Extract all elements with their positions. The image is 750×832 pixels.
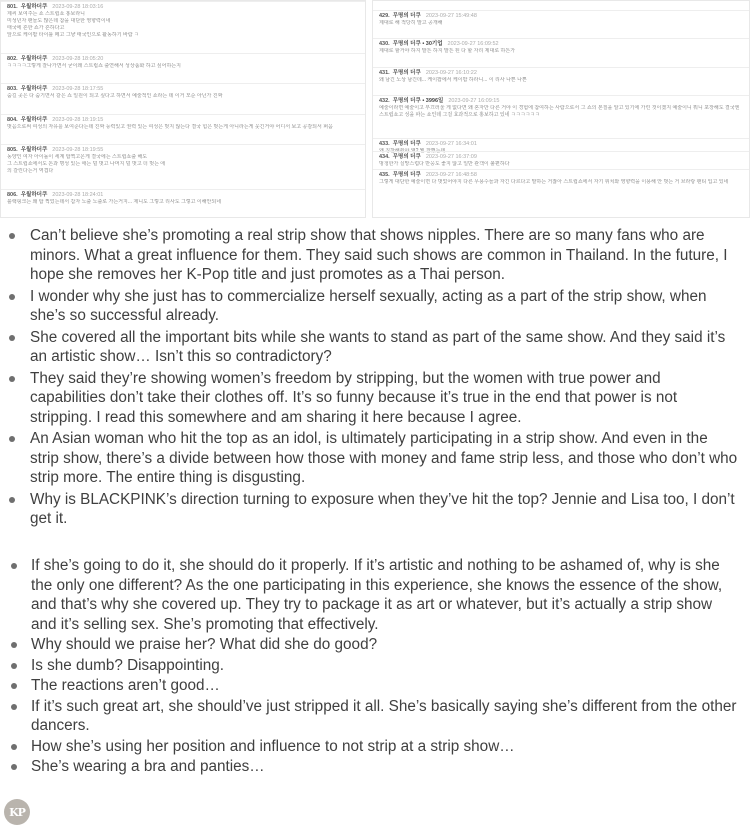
comment-item — [0, 635, 750, 655]
comment-translation: If it’s such great art, she should’ve just stripped it all. She’s basically saying she’s different from the other dancers. — [31, 697, 737, 734]
bullet-icon — [9, 294, 15, 300]
comment-item — [0, 429, 750, 488]
comment-username: 무명의 더쿠 — [392, 13, 421, 19]
bullet-icon — [9, 376, 15, 382]
comment-number: 433. — [379, 141, 390, 147]
comment-date: 2023-09-27 16:10:22 — [425, 70, 477, 76]
comment-username: 무명의 더쿠 — [392, 172, 421, 178]
comment-number: 429. — [379, 13, 390, 19]
comment-header — [7, 4, 359, 11]
comment-header — [7, 117, 359, 124]
comment-translation: Can’t believe she’s promoting a real strip show that shows nipples. There are so many fans who are minors. What a great influence for them. They said such shows are common in Thailand. In the future, I hope she removes her K-Pop title and just promotes as a Thai person. — [30, 227, 728, 283]
screenshot-comment — [373, 38, 749, 57]
comment-username: 우월하더쿠 — [20, 192, 48, 198]
screenshot-comment — [373, 169, 749, 188]
comment-text: 제씨 보여주는 쇼 스트립쇼 홍보라니 — [7, 11, 86, 17]
comment-date: 2023-09-28 18:24:01 — [52, 192, 104, 198]
comment-username: 우월하더쿠 — [20, 4, 48, 10]
screenshot-comment — [1, 53, 365, 72]
comment-date: 2023-09-27 16:34:01 — [425, 141, 477, 147]
comment-text: 블랙핑크는 왜 탑 찍었는데서 갑자 노출 노출로 가는거지... 제니도 그렇고 리사도 그렇고 이해안되네 — [7, 199, 222, 205]
screenshot-comment — [1, 189, 365, 208]
comment-number: 804. — [7, 117, 18, 123]
comment-username: 무명의 더쿠 — [392, 141, 421, 147]
bullet-icon — [11, 663, 17, 669]
bullet-icon — [11, 642, 17, 648]
screenshot-comment — [373, 95, 749, 121]
comment-translation: Why is BLACKPINK’s direction turning to exposure when they’ve hit the top? Jennie and Lisa too, I don’t get it. — [30, 490, 735, 527]
comment-translation: How she’s using her position and influence to not strip at a strip show… — [31, 737, 515, 755]
comment-item — [0, 490, 750, 529]
comment-translation: She covered all the important bits while she wants to stand as part of the same show. And they said it’s an artistic show… Isn’t this so contradictory? — [30, 328, 726, 365]
comment-username: 우월하더쿠 — [20, 86, 48, 92]
comment-number: 805. — [7, 147, 18, 153]
watermark-text: KP — [9, 805, 25, 819]
comment-date: 2023-09-27 16:09:52 — [447, 41, 499, 47]
comment-username: 우월하더쿠 — [20, 56, 48, 62]
comment-username: 우월하더쿠 — [20, 117, 48, 123]
comment-text: ㅋㅋㅋㅋ그렇게 잘나가면서 굳이왜 스트립쇼 출연해서 성상품화 하고 싶어하는지 — [7, 63, 181, 69]
comment-header — [379, 154, 743, 161]
comment-text: 멍청한가 실망스럽다 반응도 좋지 않고 일반 관객이 불편하다 — [379, 161, 510, 167]
comment-text: 왜 칭찬해줘야 돼? 뭘 잘했는데 — [379, 148, 446, 154]
comment-number: 801. — [7, 4, 18, 10]
bullet-icon — [9, 497, 15, 503]
comment-number: 430. — [379, 41, 390, 47]
comment-date: 2023-09-28 18:17:55 — [52, 86, 104, 92]
comment-username: 무명의 더쿠 • 3996일 — [392, 98, 444, 104]
comment-translation: The reactions aren’t good… — [31, 677, 220, 694]
comment-header — [7, 192, 359, 199]
comment-header — [379, 141, 743, 148]
comment-number: 435. — [379, 172, 390, 178]
bullet-icon — [11, 563, 17, 569]
kpop-logo-watermark — [4, 799, 30, 825]
comment-text: 그렇게 대단한 예술이면 다 벗었어야지 다른 무용수들과 자긴 다르다고 말하는 거잖아 스트립쇼에서 자기 위치와 영향력을 이용해 안 벗는 거 브라랑 팬티 입고 있네 — [379, 179, 729, 185]
comment-number: 806. — [7, 192, 18, 198]
comment-text: 미성년자 팬들도 많은데 참을 대단한 영향력이네 — [7, 18, 111, 24]
comment-header — [7, 56, 359, 63]
comment-item — [0, 328, 750, 367]
comment-date: 2023-09-27 15:49:48 — [425, 13, 477, 19]
comment-text: 태국에 흔한 쇼가 흔하다고 — [7, 25, 65, 31]
comment-date: 2023-09-28 18:03:16 — [52, 4, 104, 10]
comment-number: 803. — [7, 86, 18, 92]
bullet-icon — [9, 233, 15, 239]
comment-item — [0, 287, 750, 326]
comment-text: 왜 남긴 노상 남긴데... 케이팝에서 케이팝 하라니... 이 리사 나쁜 나쁜 — [379, 77, 527, 83]
comment-text: 제대로 해 적당히 말고 공개해 — [379, 20, 443, 26]
comment-text: 숨길 곳은 다 숨기면서 같은 쇼 일원이 되고 싶다고 하면서 예술적인 쇼라는 데 이거 모순 아닌가 진짜 — [7, 93, 223, 99]
comment-translation: They said they’re showing women’s freedom by stripping, but the women with true power and capabilities don’t take their clothes off. It’s so funny because it’s true in the end that power is not stripping. I read this somewhere and am sharing it here because I agree. — [30, 369, 678, 426]
comment-item — [0, 697, 750, 736]
comment-text: 예술이라면 예술이고 부끄러울 게 없다면 왜 혼자만 다른 거야 이 경험에 참여하는 사람으로서 그 쇼의 본질을 알고 있기에 가린 것이겠지 예술이니 뭐니 포장해도 결국엔 스트립쇼고 성을 파는 쇼인데 그걸 효과적으로 홍보하고 있네 ㅋㅋㅋㅋㅋㅋ — [379, 105, 740, 118]
bullet-icon — [9, 335, 15, 341]
comment-translation: She’s wearing a bra and panties… — [31, 758, 265, 775]
comment-text: 그 스트립쇼에서도 돈과 명성 있는 애는 덜 벗고 나머지 덜 벗고 더 벗는 애 — [7, 161, 166, 167]
comment-text: 벗음으로써 여성의 자유를 보여준다는데 진짜 능력있고 권력 있는 여성은 벗지 않는다 결국 힘은 벗는게 아니라는게 웃긴거야 어디서 보고 공감되서 퍼옴 — [7, 124, 333, 130]
screenshot-comment — [1, 83, 365, 102]
comment-date: 2023-09-27 16:37:09 — [425, 154, 477, 160]
translated-comments-list-1 — [0, 226, 750, 531]
comment-number: 802. — [7, 56, 18, 62]
comment-item — [0, 226, 750, 285]
comment-translation: If she’s going to do it, she should do it properly. If it’s artistic and nothing to be ashamed of, why is she the only one different? As the one participating in this experience, she knows the essence of the show, and that’s why she covered up. They try to package it as art or whatever, but it’s actually a strip show and it’s selling sex. She’s promoting that effectively. — [31, 557, 723, 633]
screenshot-comment — [373, 10, 749, 29]
screenshot-comment — [1, 144, 365, 177]
comment-username: 무명의 더쿠 — [392, 154, 421, 160]
comment-header — [379, 13, 743, 20]
bullet-icon — [11, 744, 17, 750]
comment-header — [7, 86, 359, 93]
comment-translation: Is she dumb? Disappointing. — [31, 656, 225, 674]
comment-item — [0, 369, 750, 428]
comment-header — [379, 70, 743, 77]
comment-header — [7, 147, 359, 154]
screenshot-comment — [373, 151, 749, 170]
bullet-icon — [9, 436, 15, 442]
comment-number: 432. — [379, 98, 390, 104]
comment-username: 무명의 더쿠 — [392, 70, 421, 76]
comment-translation: An Asian woman who hit the top as an idol, is ultimately participating in a strip show. And even in the strip show, there’s a divide between how those with money and fame strip less, and those who don’t who strip more. The entire thing is disgusting. — [30, 430, 738, 486]
comment-header — [379, 98, 743, 105]
bullet-icon — [11, 683, 17, 689]
comment-text: 제대로 할거야 하지 말든 하지 말든 된 다 할 자리 제대로 하든가 — [379, 48, 516, 54]
comment-item — [0, 656, 750, 676]
right-comment-screenshot — [372, 0, 750, 218]
comment-date: 2023-09-28 18:19:15 — [52, 117, 104, 123]
translated-comments-list-2 — [0, 556, 750, 778]
left-comment-screenshot — [0, 0, 366, 218]
comment-item — [0, 556, 750, 634]
screenshot-comment — [373, 67, 749, 86]
bullet-icon — [11, 764, 17, 770]
comment-username: 무명의 더쿠 • 30기업 — [392, 41, 443, 47]
comment-date: 2023-09-27 16:09:15 — [448, 98, 500, 104]
comment-item — [0, 757, 750, 777]
comment-screenshots — [0, 0, 750, 218]
comment-username: 우월하더쿠 — [20, 147, 48, 153]
bullet-icon — [11, 704, 17, 710]
comment-item — [0, 737, 750, 757]
comment-header — [379, 41, 743, 48]
comment-translation: Why should we praise her? What did she do good? — [31, 636, 378, 653]
screenshot-comment — [1, 1, 365, 41]
comment-text: 동양인 여자 아이돌이 세계 탑찍고온게 결국에는 스트립쇼출 해도 — [7, 154, 148, 160]
comment-date: 2023-09-28 18:05:20 — [52, 56, 104, 62]
comment-text: 앞으로 케이팝 타이틀 떼고 그냥 태국인으로 활동하기 바람 ㅋ — [7, 32, 139, 38]
comment-translation: I wonder why she just has to commercialize herself sexually, acting as a part of the strip show, when she’s so successful already. — [30, 287, 707, 324]
comment-text: 의 갈린다는거 역겹다 — [7, 168, 54, 174]
comment-number: 434. — [379, 154, 390, 160]
screenshot-comment — [1, 114, 365, 133]
comment-header — [379, 172, 743, 179]
comment-item — [0, 676, 750, 696]
comment-date: 2023-09-27 16:48:58 — [425, 172, 477, 178]
comment-date: 2023-09-28 18:19:55 — [52, 147, 104, 153]
comment-number: 431. — [379, 70, 390, 76]
